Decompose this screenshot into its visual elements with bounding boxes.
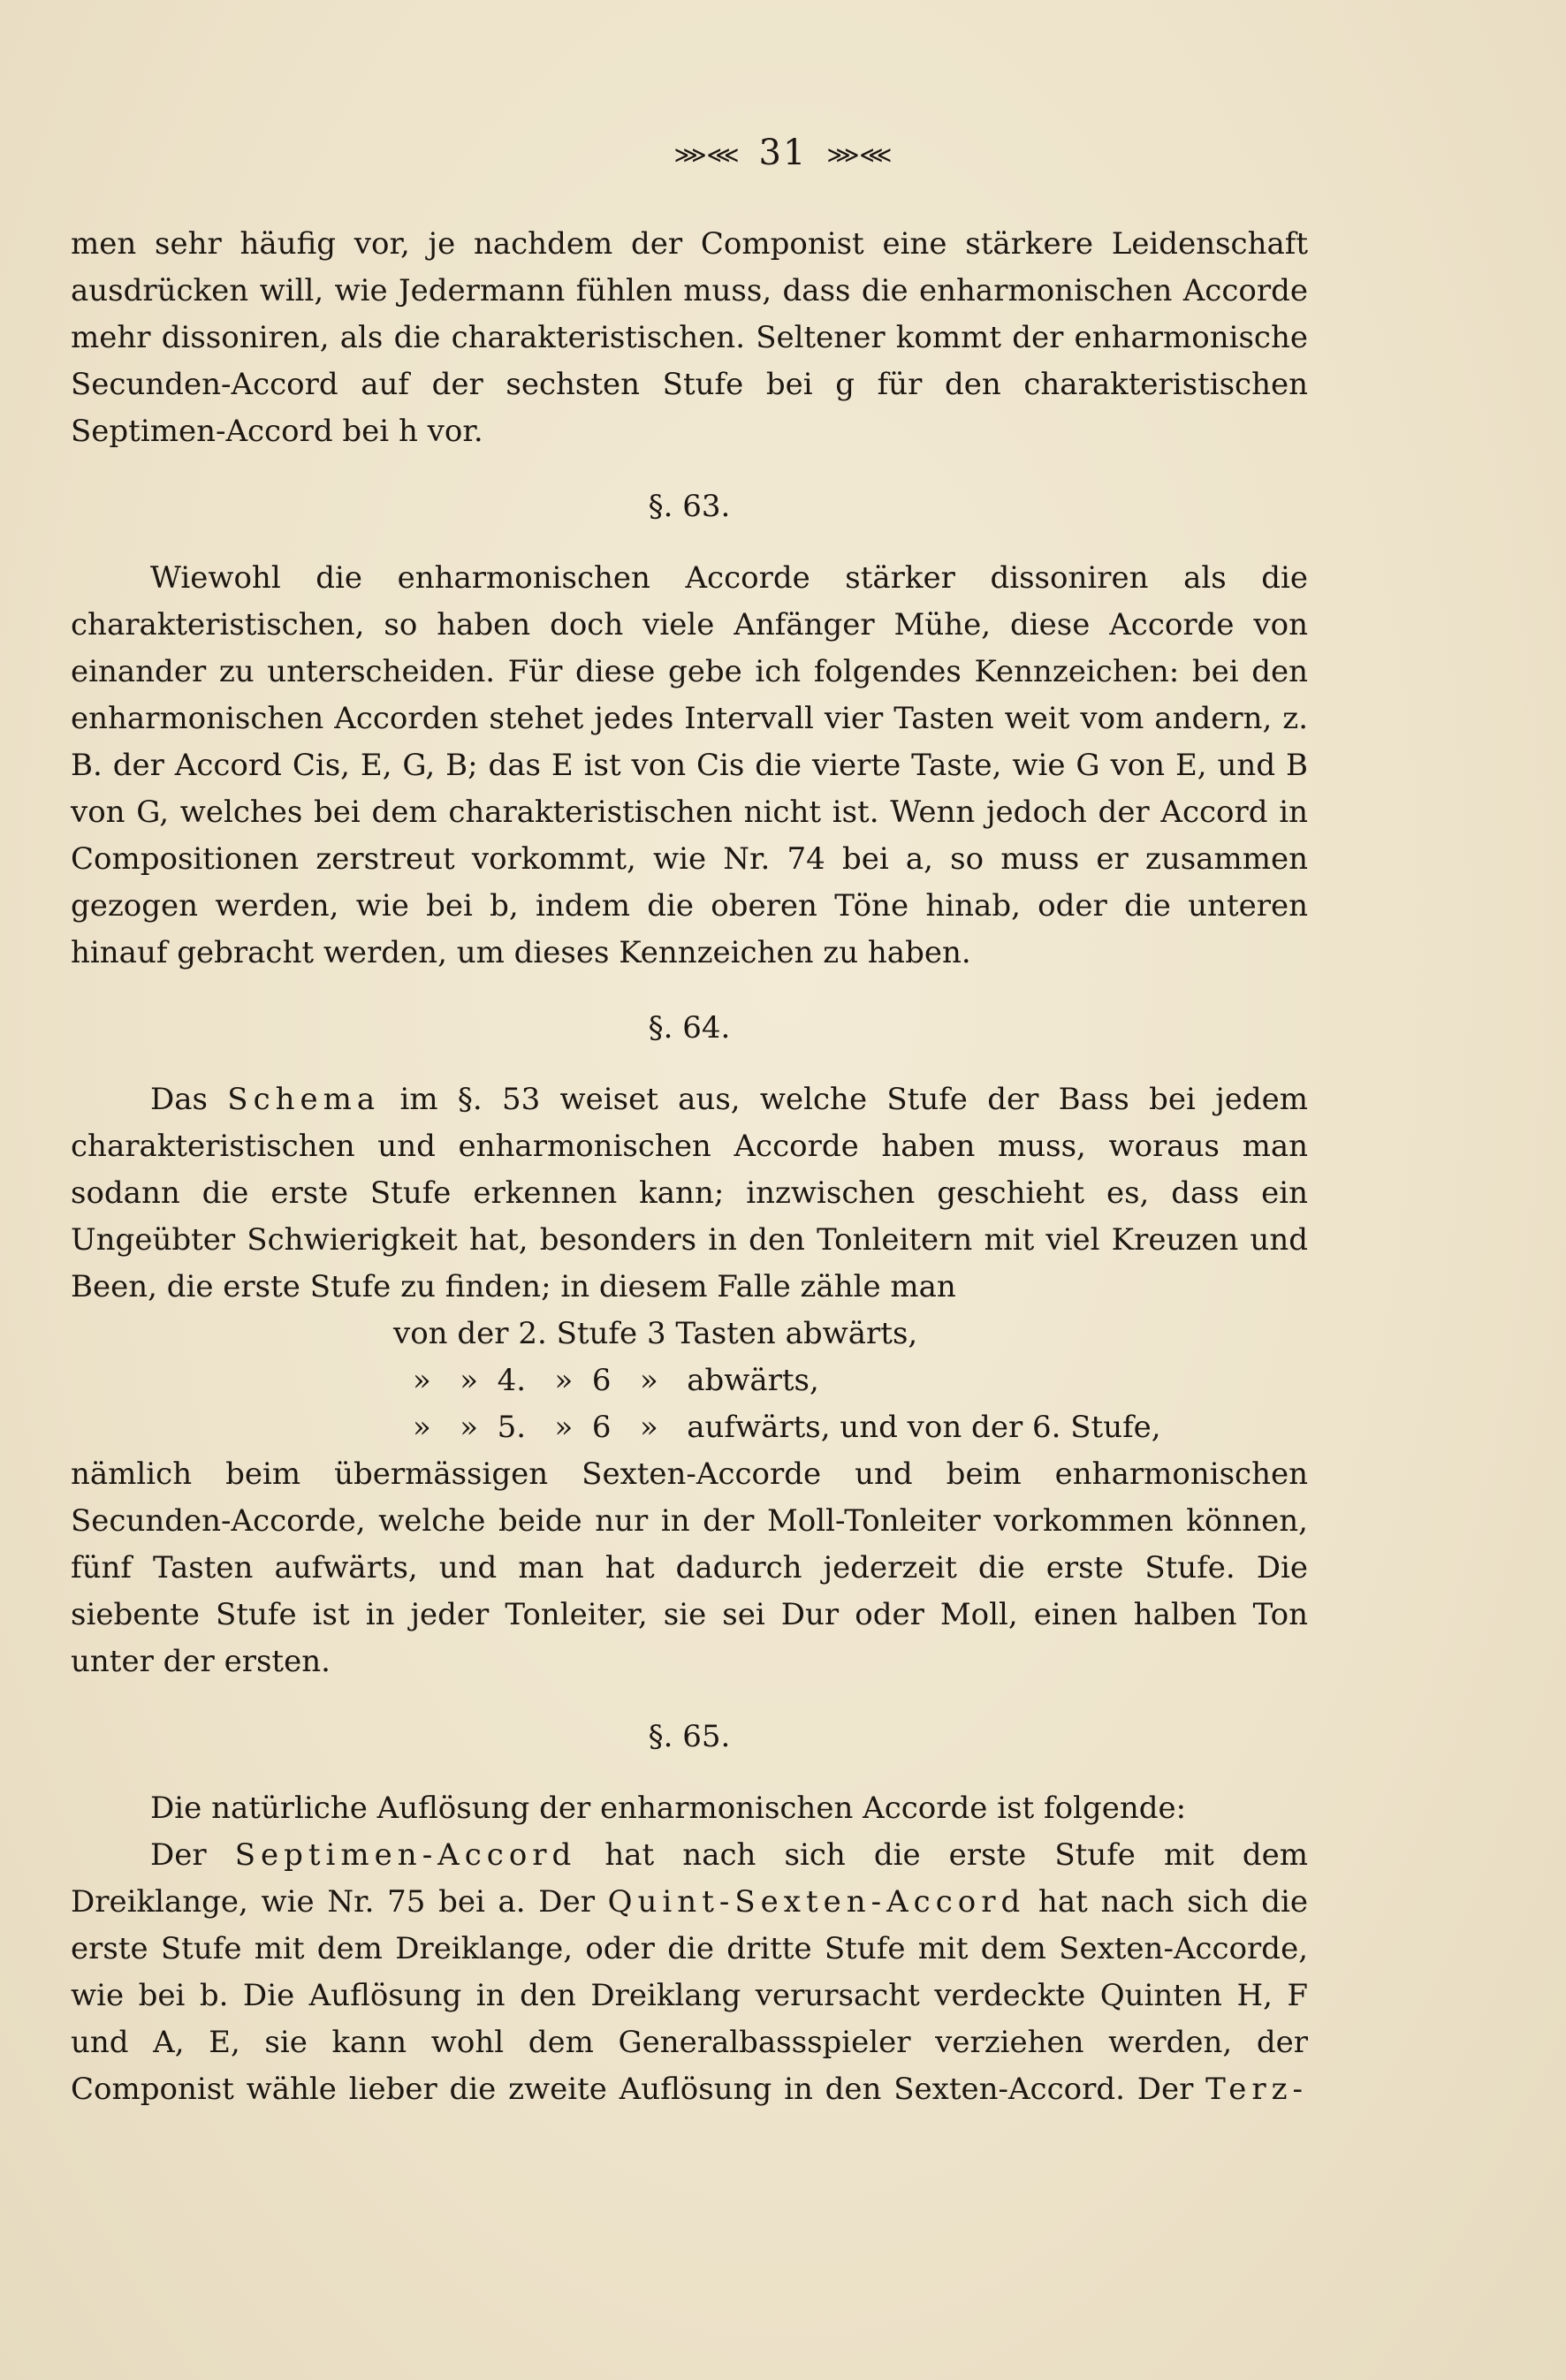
spaced-word-septimen: Septimen-Accord [234,1837,577,1873]
paragraph-64-post: im §. 53 weiset aus, welche Stufe der Bass bei jedem charakteristischen und enharmonischen Accorde haben muss, woraus man sodann die erste Stufe erkennen kann; inzwischen geschieht es, dass ein Ungeübter Schwierigkeit hat, besonders in den Tonleitern mit viel Kreuzen und Been, die erste Stufe zu finden; in diesem Falle zähle man [71,1082,1308,1304]
page-number: 31 [758,133,808,173]
p65-mid1: hat nach sich die erste Stufe mit dem Dreiklange, wie Nr. 75 bei a. Der [71,1837,1308,1920]
section-heading-65: §. 65. [648,1719,731,1754]
counting-row: » » 4. » 6 » abwärts, [413,1363,819,1398]
p65-pre: Der [150,1837,235,1873]
paragraph-64-pre: Das [150,1082,228,1117]
counting-row: » » 5. » 6 » aufwärts, und von der 6. Stufe, [413,1410,1161,1445]
paragraph-64-intro [71,1076,1308,1311]
body-text [71,221,1308,2113]
spaced-word-schema: Schema [227,1082,381,1117]
paragraph-63: Wiewohl die enharmonischen Accorde stärker dissoniren als die charakteristischen, so haben doch viele Anfänger Mühe, diese Accorde von einander zu unterscheiden. Für diese gebe ich folgendes Kennzeichen: bei den enharmonischen Accorden stehet jedes Intervall vier Tasten weit vom andern, z. B. der Accord Cis, E, G, B; das E ist von Cis die vierte Taste, wie G von E, und B von G, welches bei dem charakteristischen nicht ist. Wenn jedoch der Accord in Compositionen zerstreut vorkommt, wie Nr. 74 bei a, so muss er zusammen gezogen werden, wie bei b, indem die oberen Töne hinab, oder die unteren hinauf gebracht werden, um dieses Kennzeichen zu haben. [71,560,1308,970]
paragraph-65-intro: Die natürliche Auflösung der enharmonischen Accorde ist folgende: [150,1791,1187,1826]
spaced-word-terz: Terz- [1205,2072,1308,2107]
paragraph-64-cont: nämlich beim übermässigen Sexten-Accorde und beim enharmonischen Secunden-Accorde, welche beide nur in der Moll-Tonleiter vorkommen können, fünf Tasten aufwärts, und man hat dadurch jederzeit die erste Stufe. Die siebente Stufe ist in jeder Tonleiter, sie sei Dur oder Moll, einen halben Ton unter der ersten. [71,1456,1308,1679]
ornament-right: ⋙⋘ [826,142,893,169]
counting-table [393,1311,1308,1451]
p65-mid2: hat nach sich die erste Stufe mit dem Dreiklange, oder die dritte Stufe mit dem Sexten-Accorde, wie bei b. Die Auflösung in den Dreiklang verursacht verdeckte Quinten H, F und A, E, sie kann wohl dem Generalbassspieler verziehen werden, der Componist wähle lieber die zweite Auflösung in den Sexten-Accord. Der [71,1884,1308,2107]
paragraph-65-body [71,1832,1308,2113]
ornament-left: ⋙⋘ [673,142,740,169]
spaced-word-quint-sexten: Quint-Sexten-Accord [607,1884,1026,1920]
paragraph-continuation: men sehr häufig vor, je nachdem der Componist eine stärkere Leidenschaft ausdrücken will, wie Jedermann fühlen muss, dass die enharmonischen Accorde mehr dissoniren, als die charakteristischen. Seltener kommt der enharmonische Secunden-Accord auf der sechsten Stufe bei g für den charakteristischen Septimen-Accord bei h vor. [71,226,1308,449]
section-heading-63: §. 63. [648,489,731,524]
page-header [0,133,1566,173]
counting-row: von der 2. Stufe 3 Tasten abwärts, [393,1316,918,1351]
section-heading-64: §. 64. [648,1010,731,1046]
